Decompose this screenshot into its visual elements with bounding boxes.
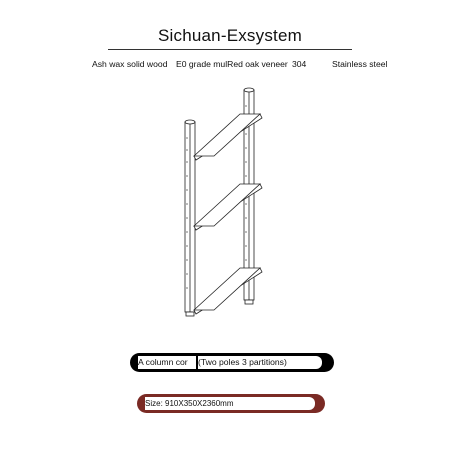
configuration-detail: (Two poles 3 partitions)	[198, 356, 322, 369]
size-bar[interactable]	[137, 394, 325, 413]
left-pole	[185, 120, 195, 316]
title-divider	[108, 49, 352, 50]
size-label: Size: 910X350X2360mm	[145, 397, 315, 410]
material-ash-wood: Ash wax solid wood	[92, 59, 168, 69]
materials-row	[0, 59, 460, 73]
configuration-bar[interactable]	[130, 353, 334, 372]
page-title: Sichuan-Exsystem	[158, 26, 302, 45]
material-304: 304	[292, 59, 307, 69]
configuration-name: A column cor	[138, 356, 196, 369]
material-stainless-steel: Stainless steel	[332, 59, 388, 69]
shelf-illustration	[150, 80, 310, 330]
material-red-oak-veneer: E0 grade mulRed oak veneer	[176, 59, 288, 69]
